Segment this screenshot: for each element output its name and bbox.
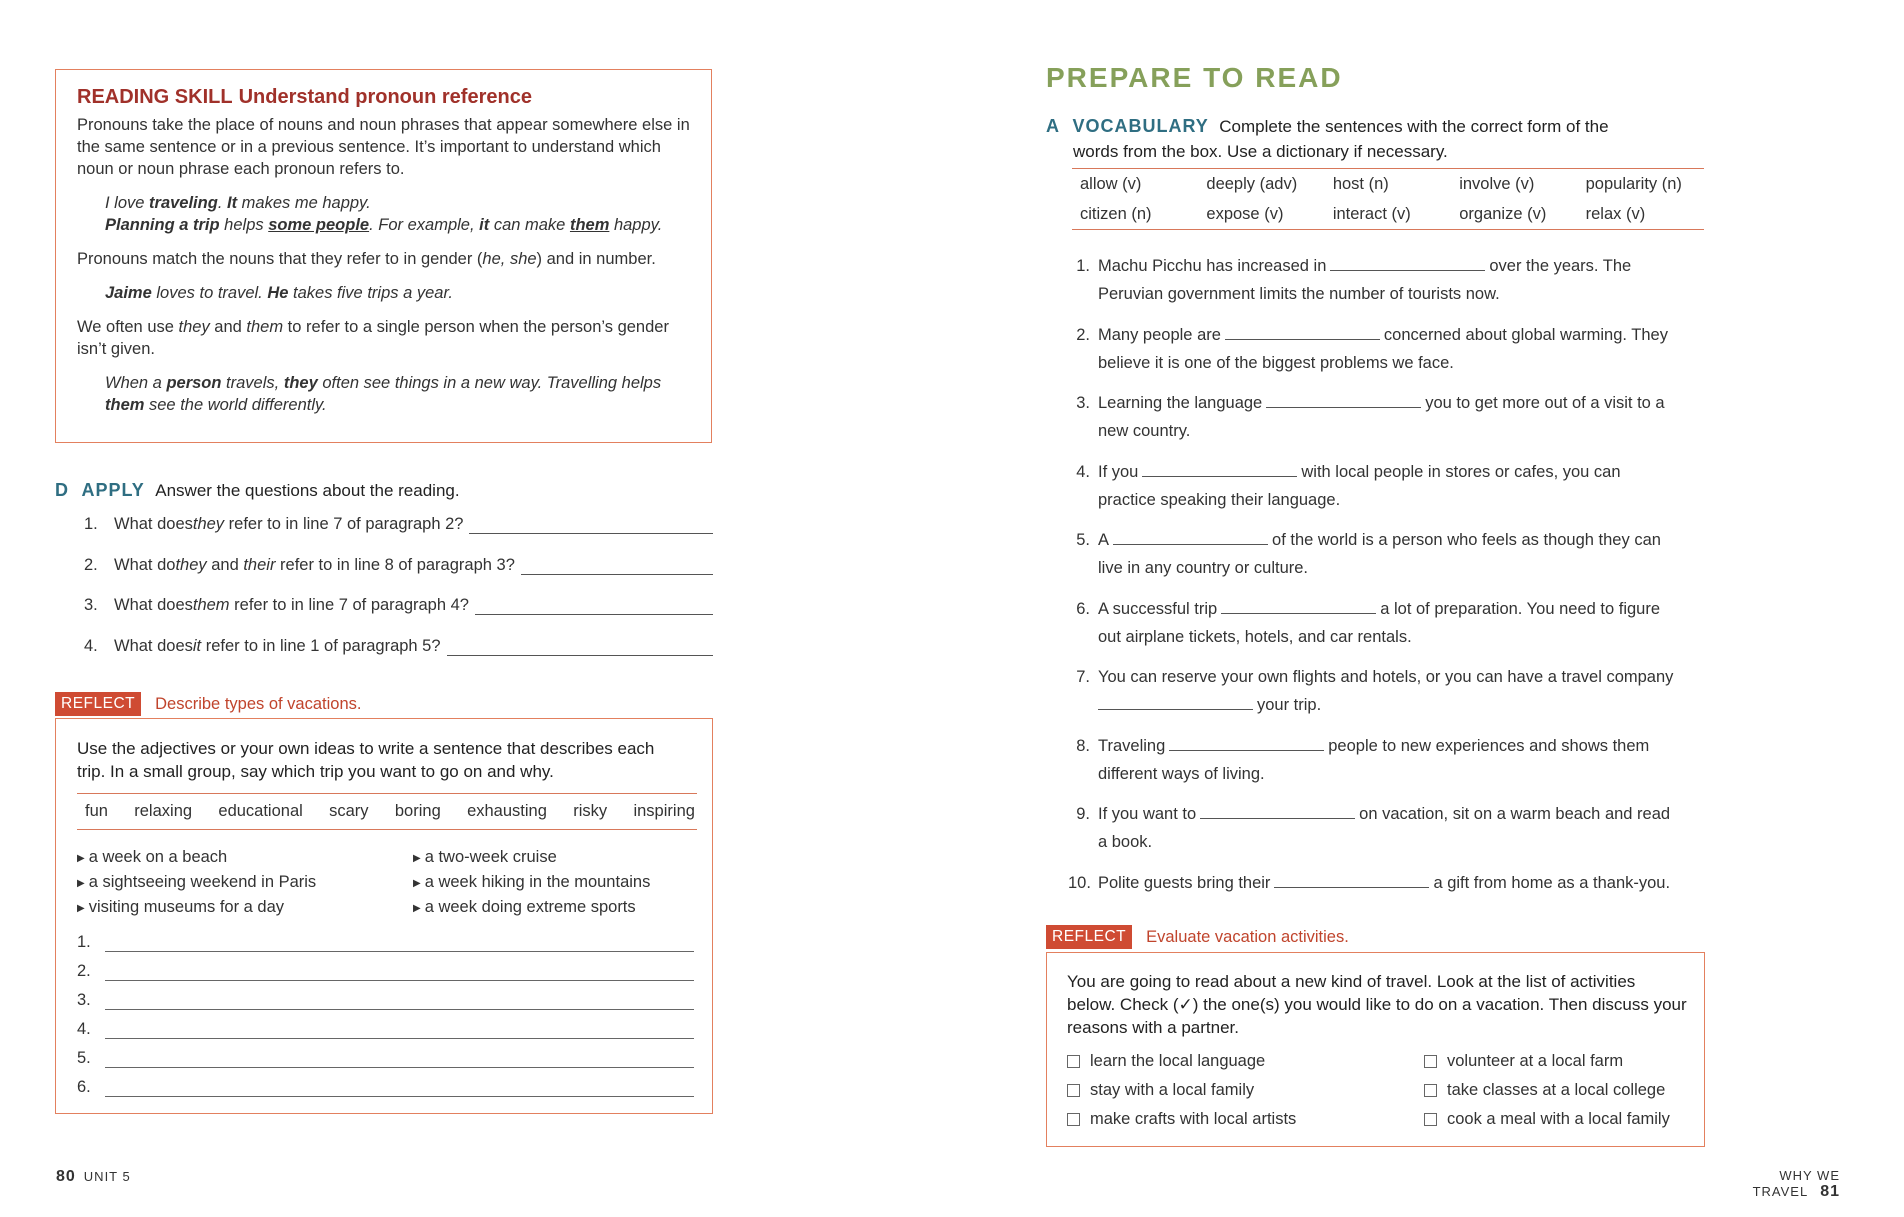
page-number-right: 81 (1820, 1183, 1840, 1200)
sentence-line-2[interactable]: 2. (77, 962, 694, 981)
adjective-list (85, 802, 695, 821)
reflect-title: Describe types of vacations. (155, 694, 362, 713)
reflect-bar-right (1046, 925, 1349, 949)
adjective-word: relaxing (134, 802, 193, 820)
apply-question-1: 1. What does they refer to in line 7 of paragraph 2? (84, 515, 713, 534)
answer-blank[interactable] (475, 598, 713, 615)
sentence-line-1[interactable]: 1. (77, 933, 694, 952)
apply-question-2: 2. What do they and their refer to in line 8 of paragraph 3? (84, 556, 713, 575)
answer-blank[interactable] (1200, 804, 1355, 819)
bullet-arrow-icon: ▶ (413, 878, 421, 889)
page-number-left: 80 (56, 1168, 76, 1185)
vocab-row-1 (1072, 169, 1704, 199)
adjective-word: fun (85, 802, 108, 820)
vocab-instruction-2: words from the box. Use a dictionary if necessary. (1073, 142, 1448, 161)
trip-item: ▶ visiting museums for a day (77, 898, 285, 916)
checkbox[interactable] (1424, 1055, 1437, 1068)
reflect-box-right (1046, 952, 1705, 1147)
activity-item[interactable]: cook a meal with a local family (1424, 1105, 1670, 1134)
apply-question-3: 3. What does them refer to in line 7 of paragraph 4? (84, 596, 713, 615)
reflect-instruction: Use the adjectives or your own ideas to write a sentence that describes each trip. In a small group, say which trip you want to go on and why. (77, 739, 655, 781)
bullet-arrow-icon: ▶ (77, 878, 85, 889)
reflect-bar-left (55, 692, 361, 716)
vocab-word: interact (v) (1332, 204, 1411, 223)
activity-checklist (1067, 1047, 1686, 1134)
activity-column-left (1067, 1047, 1424, 1134)
trip-list-left (77, 846, 413, 921)
adjective-word: risky (573, 802, 608, 820)
apply-question-4: 4. What does it refer to in line 1 of paragraph 5? (84, 637, 713, 656)
reading-skill-box (55, 69, 712, 443)
trip-list-right (413, 846, 650, 921)
answer-blank[interactable] (447, 639, 713, 656)
apply-heading (55, 480, 460, 501)
bullet-arrow-icon: ▶ (413, 903, 421, 914)
vocab-row-2 (1072, 199, 1704, 229)
adjective-word: educational (218, 802, 303, 820)
activity-item[interactable]: take classes at a local college (1424, 1076, 1670, 1105)
skill-example-3: When a person travels, they often see things in a new way. Travelling helps them see the world differently. (105, 374, 662, 414)
skill-example-2: Jaime loves to travel. He takes five trips a year. (105, 284, 453, 302)
adjective-word: boring (394, 802, 441, 820)
sentence-line-4[interactable]: 4. (77, 1020, 694, 1039)
checkbox[interactable] (1067, 1084, 1080, 1097)
reading-skill-heading (77, 86, 690, 109)
sentence-line-3[interactable]: 3. (77, 991, 694, 1010)
apply-instruction: Answer the questions about the reading. (155, 481, 460, 500)
answer-blank[interactable] (1169, 736, 1324, 751)
vocab-instruction-1: Complete the sentences with the correct form of the (1219, 117, 1609, 136)
checkbox[interactable] (1424, 1113, 1437, 1126)
bullet-arrow-icon: ▶ (413, 853, 421, 864)
vocab-word-box (1072, 168, 1704, 230)
checkbox[interactable] (1424, 1084, 1437, 1097)
reflect-instruction: You are going to read about a new kind of travel. Look at the list of activities below. Check (✓) the one(s) you would like to do on a vacation. Then discuss your reasons with a partner. (1067, 972, 1687, 1037)
vocab-word: allow (v) (1080, 174, 1142, 193)
activity-item[interactable]: stay with a local family (1067, 1076, 1424, 1105)
skill-example-1: I love traveling. It makes me happy. Planning a trip helps some people. For example, it can make them happy. (105, 194, 663, 234)
activity-item[interactable]: volunteer at a local farm (1424, 1047, 1670, 1076)
adjective-word: scary (329, 802, 369, 820)
reflect-tag: REFLECT (1046, 925, 1132, 949)
answer-blank[interactable] (1142, 462, 1297, 477)
bullet-arrow-icon: ▶ (77, 903, 85, 914)
adjective-box (77, 793, 697, 830)
skill-intro: Pronouns take the place of nouns and noun phrases that appear somewhere else in the same sentence or in a previous sentence. It’s important to understand which noun or noun phrase each pronoun refers to. (77, 116, 690, 178)
answer-blank[interactable] (1221, 599, 1376, 614)
unit-label: UNIT 5 (83, 1169, 131, 1184)
vocab-word: expose (v) (1206, 204, 1284, 223)
vocab-label: VOCABULARY (1072, 116, 1209, 136)
activity-item[interactable]: learn the local language (1067, 1047, 1424, 1076)
trip-item: ▶ a week hiking in the mountains (413, 873, 651, 891)
answer-blank[interactable] (521, 558, 713, 575)
sentence-line-6[interactable]: 6. (77, 1078, 694, 1097)
vocab-word: involve (v) (1459, 174, 1535, 193)
trip-item: ▶ a sightseeing weekend in Paris (77, 873, 317, 891)
vocab-heading (1046, 114, 1686, 165)
answer-blank[interactable] (1098, 695, 1253, 710)
reflect-title: Evaluate vacation activities. (1146, 927, 1349, 946)
answer-blank[interactable] (1274, 873, 1429, 888)
trip-item: ▶ a week on a beach (77, 848, 228, 866)
reading-skill-subtitle: Understand pronoun reference (238, 86, 532, 108)
reading-skill-label: READING SKILL (77, 86, 233, 108)
apply-letter: D (55, 480, 69, 500)
vocab-word: host (n) (1332, 174, 1389, 193)
trip-item: ▶ a two-week cruise (413, 848, 557, 866)
checkbox[interactable] (1067, 1055, 1080, 1068)
sentence-line-5[interactable]: 5. (77, 1049, 694, 1068)
vocab-word: relax (v) (1585, 204, 1646, 223)
page-title: PREPARE TO READ (1046, 62, 1343, 93)
skill-they-rule: We often use they and them to refer to a single person when the person’s gender isn’t given. (77, 318, 669, 358)
answer-blank[interactable] (1330, 256, 1485, 271)
vocab-letter: A (1046, 116, 1060, 136)
adjective-word: exhausting (467, 802, 547, 820)
answer-blank[interactable] (1266, 393, 1421, 408)
trip-list (77, 846, 706, 921)
chapter-label: WHY WE TRAVEL (1752, 1168, 1840, 1199)
activity-column-right (1424, 1047, 1670, 1134)
vocab-word: deeply (adv) (1206, 174, 1298, 193)
bullet-arrow-icon: ▶ (77, 853, 85, 864)
answer-blank[interactable] (1225, 325, 1380, 340)
adjective-word: inspiring (633, 802, 695, 820)
reflect-tag: REFLECT (55, 692, 141, 716)
answer-blank[interactable] (1113, 530, 1268, 545)
checkbox[interactable] (1067, 1113, 1080, 1126)
vocab-word: organize (v) (1459, 204, 1547, 223)
activity-item[interactable]: make crafts with local artists (1067, 1105, 1424, 1134)
skill-gender-rule: Pronouns match the nouns that they refer to in gender (he, she) and in number. (77, 250, 656, 268)
trip-item: ▶ a week doing extreme sports (413, 898, 636, 916)
apply-label: APPLY (81, 480, 145, 500)
answer-blank[interactable] (469, 517, 713, 534)
vocab-word: citizen (n) (1080, 204, 1152, 223)
vocab-word: popularity (n) (1585, 174, 1682, 193)
footer-right (1700, 1168, 1840, 1201)
footer-left (56, 1168, 131, 1186)
